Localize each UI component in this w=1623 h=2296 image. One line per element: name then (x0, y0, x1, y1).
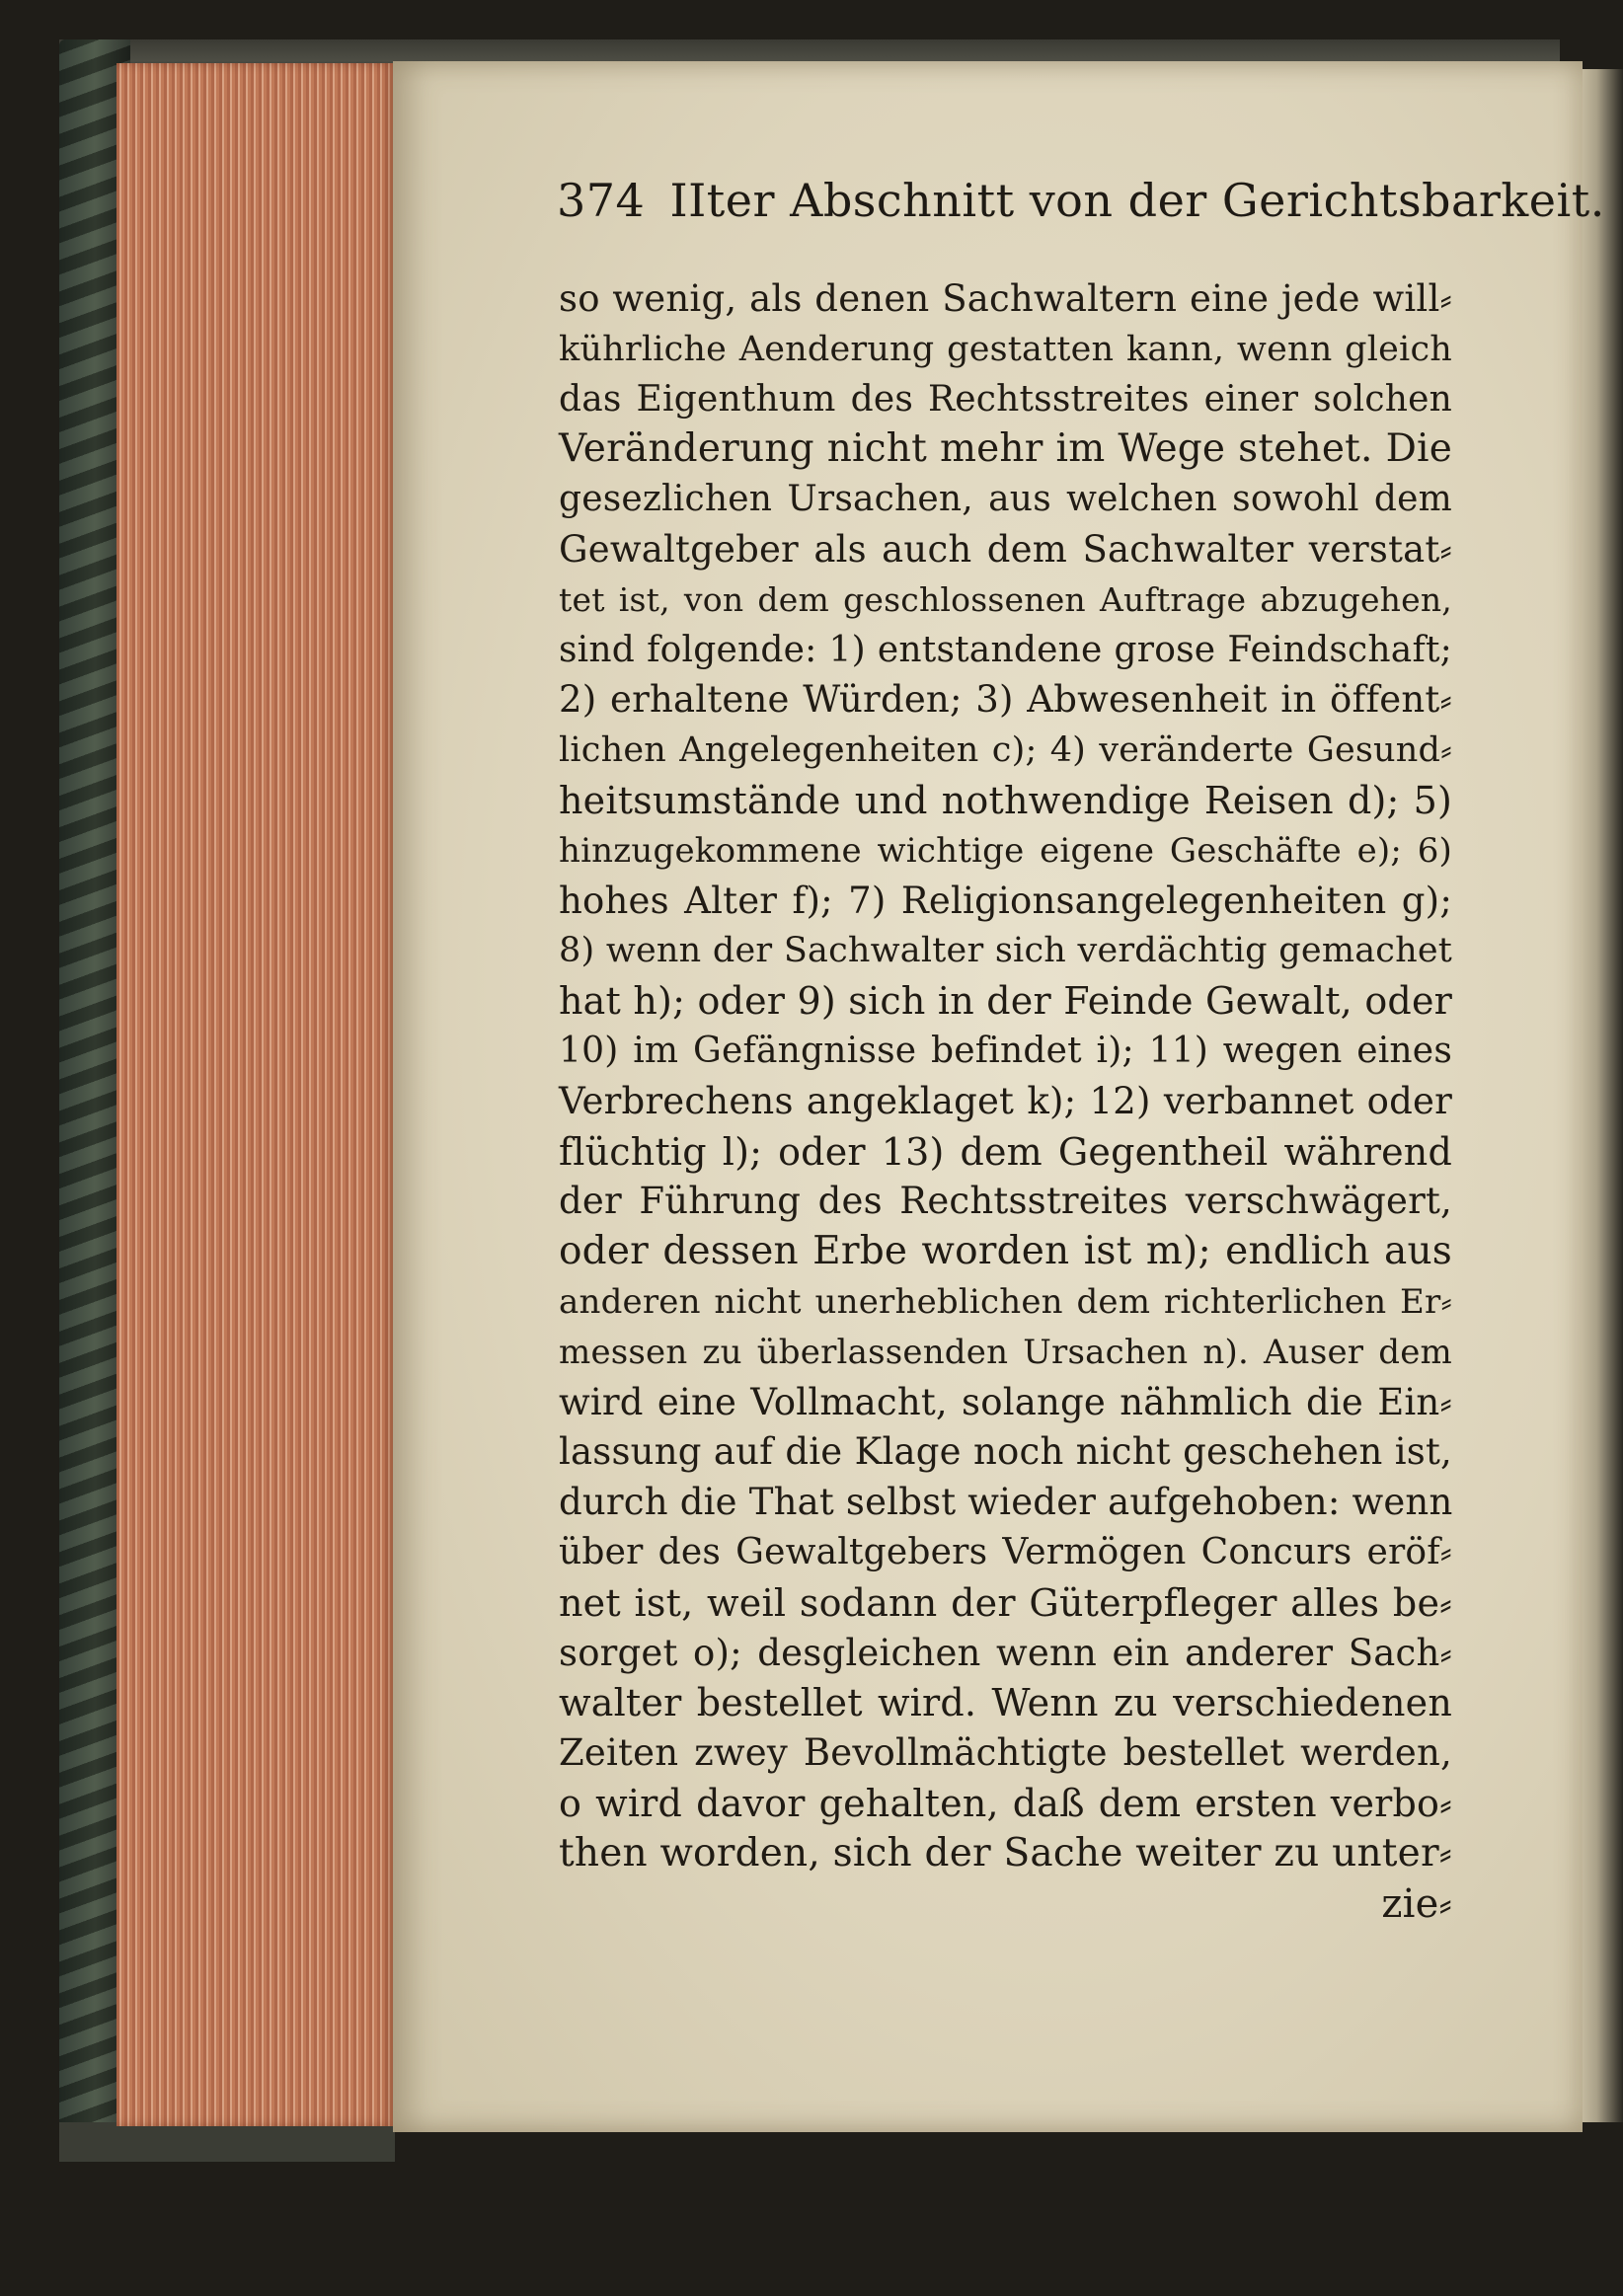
text-line: über des Gewaltgebers Vermögen Concurs eröf⸗ (559, 1531, 1452, 1572)
text-line: net ist, weil sodann der Güterpfleger alles be⸗ (559, 1580, 1452, 1625)
page-number: 374 (557, 174, 646, 227)
text-line: das Eigenthum des Rechtsstreites einer solchen (559, 378, 1452, 420)
text-line: oder dessen Erbe worden ist m); endlich aus (559, 1229, 1452, 1274)
text-line: wird eine Vollmacht, solange nähmlich die Ein⸗ (559, 1380, 1452, 1423)
text-line: kührliche Aenderung gestatten kann, wenn gleich (559, 329, 1452, 369)
text-line: anderen nicht unerheblichen dem richterlichen Er⸗ (559, 1281, 1452, 1322)
text-line: then worden, sich der Sache weiter zu unter⸗ (559, 1830, 1452, 1875)
text-line: hohes Alter f); 7) Religionsangelegenheiten g); (559, 879, 1452, 922)
text-line: messen zu überlassenden Ursachen n). Auser dem (559, 1332, 1452, 1372)
text-line: heitsumstände und nothwendige Reisen d); 5) (559, 778, 1452, 822)
body-text (559, 274, 1452, 1929)
text-line: hat h); oder 9) sich in der Feinde Gewalt, oder (559, 979, 1452, 1024)
facing-page-edge (1580, 69, 1623, 2122)
running-title: IIter Abschnitt von der Gerichtsbarkeit. (669, 174, 1605, 227)
text-line: walter bestellet wird. Wenn zu verschiedenen (559, 1681, 1452, 1725)
text-line: flüchtig l); oder 13) dem Gegentheil während (559, 1129, 1452, 1174)
text-line: o wird davor gehalten, daß dem ersten verbo⸗ (559, 1781, 1452, 1825)
page-header (557, 166, 1605, 235)
text-line: 2) erhaltene Würden; 3) Abwesenheit in öffent⸗ (559, 678, 1452, 722)
text-line: hinzugekommene wichtige eigene Geschäfte e); 6) (559, 830, 1452, 871)
text-line: sind folgende: 1) entstandene grose Feindschaft; (559, 629, 1452, 670)
book-cover-bottom (59, 2122, 395, 2162)
text-line: Verbrechens angeklaget k); 12) verbannet oder (559, 1079, 1452, 1122)
text-line: Veränderung nicht mehr im Wege stehet. Die (559, 426, 1452, 472)
text-line: so wenig, als denen Sachwaltern eine jede will⸗ (559, 277, 1452, 320)
text-line: 8) wenn der Sachwalter sich verdächtig gemachet (559, 931, 1452, 971)
text-line: lassung auf die Klage noch nicht geschehen ist, (559, 1430, 1452, 1474)
text-line: tet ist, von dem geschlossenen Auftrage abzugehen, (559, 579, 1452, 619)
page-edges (116, 63, 395, 2126)
catchword: zie⸗ (1381, 1880, 1452, 1927)
text-line: der Führung des Rechtsstreites verschwägert, (559, 1180, 1452, 1223)
text-line: Zeiten zwey Bevollmächtigte bestellet werden, (559, 1731, 1452, 1775)
text-line: gesezlichen Ursachen, aus welchen sowohl dem (559, 479, 1452, 520)
text-line: lichen Angelegenheiten c); 4) veränderte Gesund⸗ (559, 730, 1452, 771)
text-line: durch die That selbst wieder aufgehoben: wenn (559, 1481, 1453, 1524)
text-line: sorget o); desgleichen wenn ein anderer Sach⸗ (559, 1631, 1452, 1674)
text-line: 10) im Gefängnisse befindet i); 11) wegen eines (559, 1030, 1452, 1071)
text-line: Gewaltgeber als auch dem Sachwalter verstat⸗ (559, 527, 1452, 571)
